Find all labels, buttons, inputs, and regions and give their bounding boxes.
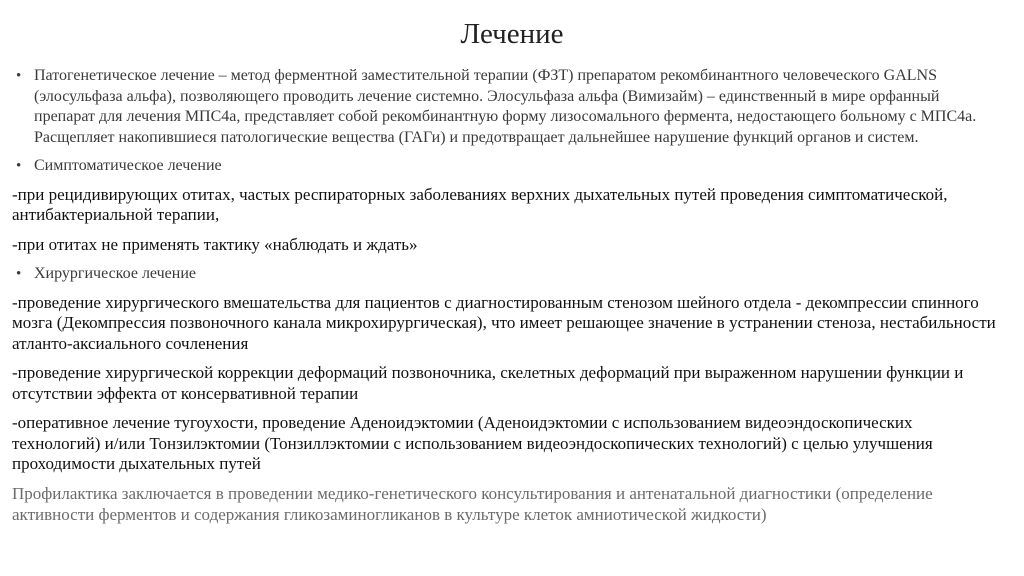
- symptomatic-item-otitis-tactic: -при отитах не применять тактику «наблюдать и ждать»: [12, 234, 418, 254]
- bullet-symptomatic-treatment: [12, 156, 1000, 177]
- bullet-marker: •: [16, 266, 22, 282]
- bullet-surgical-treatment: [12, 264, 1000, 285]
- slide-content: [12, 66, 1000, 525]
- symptomatic-treatment-heading: Симптоматическое лечение: [34, 157, 222, 174]
- prophylaxis-text: Профилактика заключается в проведении медико-генетического консультирования и антенатальной диагностики (определение активности ферментов и содержания гликозаминогликанов в культуре клеток амниотической жидкости): [12, 483, 933, 524]
- bullet-marker: •: [16, 158, 22, 174]
- bullet-pathogenetic-treatment: [12, 66, 1000, 148]
- surgical-item-deformity-correction: -проведение хирургической коррекции деформаций позвоночника, скелетных деформаций при выраженном нарушении функции и отсутствии эффекта от консервативной терапии: [12, 363, 964, 403]
- pathogenetic-treatment-text: Патогенетическое лечение – метод ферментной заместительной терапии (ФЗТ) препаратом рекомбинантного человеческого GALNS (элосульфаза альфа), позволяющего проводить лечение системно. Элосульфаза альфа (Вимизайм) – единственный в мире орфанный препарат для лечения МПС4а, представляет собой рекомбинантную форму лизосомального фермента, недостающего больному с МПС4а. Расщепляет накопившиеся патологические вещества (ГАГи) и предотвращает дальнейшее нарушение функций органов и систем.: [34, 67, 977, 146]
- surgical-item-hearing-adenoid: -оперативное лечение тугоухости, проведение Аденоидэктомии (Аденоидэктомии с использованием видеоэндоскопических технологий) и/или Тонзилэктомии (Тонзиллэктомии с использованием видеоэндоскопических технологий) с целью улучшения проходимости дыхательных путей: [12, 413, 933, 473]
- surgical-treatment-heading: Хирургическое лечение: [34, 265, 196, 282]
- symptomatic-item-otitis-respiratory: -при рецидивирующих отитах, частых респираторных заболеваниях верхних дыхательных путей проведения симптоматической, антибактериальной терапии,: [12, 184, 948, 224]
- bullet-marker: •: [16, 68, 22, 84]
- slide-title: Лечение: [460, 18, 564, 50]
- surgical-item-decompression: -проведение хирургического вмешательства для пациентов с диагностированным стенозом шейного отдела - декомпрессии спинного мозга (Декомпрессия позвоночного канала микрохирургическая), что имеет решающее значение в устранении стеноза, нестабильности атланто-аксиального сочленения: [12, 292, 996, 353]
